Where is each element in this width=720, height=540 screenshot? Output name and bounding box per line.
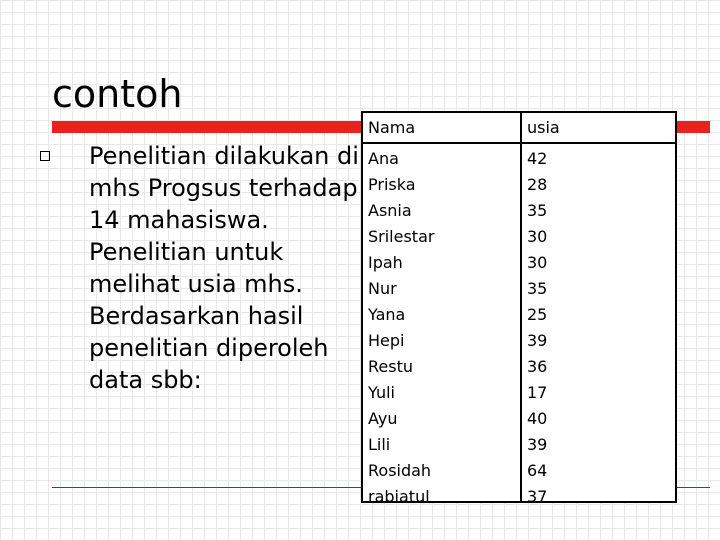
slide-body-text: Penelitian dilakukan di mhs Progsus terhadap 14 mahasiswa. Penelitian untuk melihat usia mhs. Berdasarkan hasil penelitian diperoleh data sbb: [89, 142, 359, 394]
row-age: 30 [527, 227, 548, 246]
table-row [363, 484, 675, 510]
row-age: 35 [527, 279, 548, 298]
row-name: Rosidah [368, 461, 432, 480]
row-name: Priska [368, 175, 416, 194]
table-row [363, 432, 675, 458]
row-name: Restu [368, 357, 413, 376]
row-name: Ayu [368, 409, 398, 428]
row-age: 39 [527, 435, 548, 454]
row-age: 39 [527, 331, 548, 350]
square-bullet-icon [40, 151, 50, 161]
row-age: 37 [527, 487, 548, 506]
table-body [363, 146, 675, 510]
table-row [363, 172, 675, 198]
row-name: rabiatul [368, 487, 430, 506]
row-age: 36 [527, 357, 548, 376]
table-row [363, 302, 675, 328]
table-row [363, 328, 675, 354]
table-row [363, 250, 675, 276]
table-row [363, 354, 675, 380]
header-name: Nama [368, 118, 416, 137]
slide-title: contoh [52, 72, 183, 116]
row-age: 35 [527, 201, 548, 220]
table-row [363, 406, 675, 432]
table-row [363, 224, 675, 250]
row-name: Yana [368, 305, 406, 324]
row-name: Hepi [368, 331, 405, 350]
header-divider [363, 142, 675, 144]
table-row [363, 146, 675, 172]
row-age: 42 [527, 149, 548, 168]
row-name: Ana [368, 149, 399, 168]
row-age: 30 [527, 253, 548, 272]
row-name: Yuli [368, 383, 395, 402]
table-row [363, 276, 675, 302]
row-age: 40 [527, 409, 548, 428]
row-age: 17 [527, 383, 548, 402]
row-name: Ipah [368, 253, 403, 272]
row-age: 64 [527, 461, 548, 480]
age-data-table [361, 111, 677, 506]
table-row [363, 458, 675, 484]
row-name: Nur [368, 279, 397, 298]
row-name: Lili [368, 435, 391, 454]
row-name: Srilestar [368, 227, 435, 246]
header-age: usia [527, 118, 560, 137]
table-row [363, 380, 675, 406]
row-age: 25 [527, 305, 548, 324]
row-name: Asnia [368, 201, 412, 220]
row-age: 28 [527, 175, 548, 194]
table-row [363, 198, 675, 224]
